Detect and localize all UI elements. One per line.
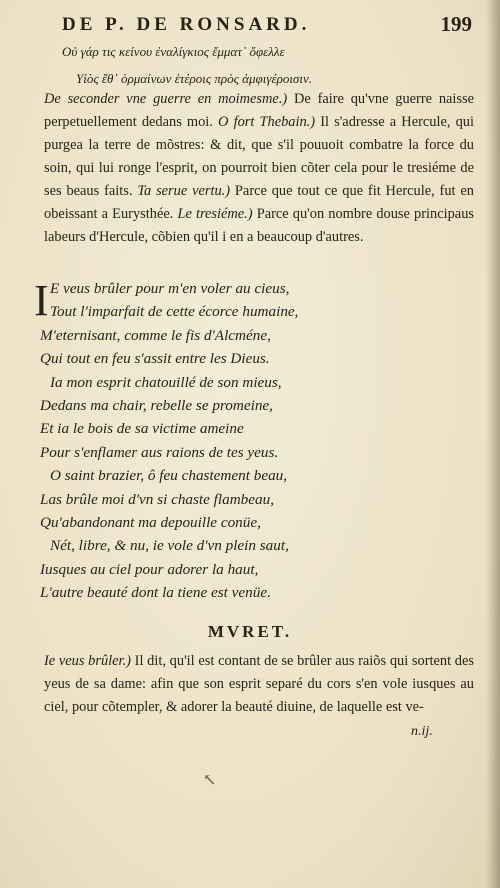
verse-line: M'eternisant, comme le fis d'Alcméne,: [40, 326, 271, 344]
verse-line: Pour s'enflamer aus raions de tes yeus.: [40, 443, 279, 461]
running-head: DE P. DE RONSARD.: [62, 14, 311, 35]
verse-line: L'autre beauté dont la tiene est venüe.: [40, 584, 271, 602]
verse-line: Tout l'imparfait de cette écorce humaine,: [50, 303, 299, 321]
section-title: MVRET.: [207, 622, 293, 641]
commentary-paragraph: [44, 650, 474, 719]
lemma: Le tresiéme.): [177, 206, 253, 222]
lemma: De seconder vne guerre en moimesme.): [44, 91, 288, 107]
verse-line: Las brûle moi d'vn si chaste flambeau,: [40, 490, 274, 508]
lemma: Ie veus brûler.): [44, 653, 131, 669]
lemma: Ta serue vertu.): [137, 183, 231, 199]
sonnet: [34, 276, 380, 604]
commentary-paragraph: [44, 88, 474, 249]
verse-line: Iusques au ciel pour adorer la haut,: [40, 560, 259, 578]
verse-line: O saint brazier, ô feu chastement beau,: [50, 467, 288, 485]
verse-line: E veus brûler pour m'en voler au cieus,: [50, 280, 290, 297]
page-edge-shadow: [486, 0, 500, 888]
gloss-text: Parce que tout ce que fit Hercule, fut en obeissant a Eurysthée.: [44, 183, 474, 222]
verse-line: Nét, libre, & nu, ie vole d'vn plein saut,: [50, 537, 289, 555]
verse-line: Et ia le bois de sa victime ameine: [40, 420, 244, 438]
signature-mark: n.ij.: [411, 724, 433, 739]
verse-line: Qu'abandonant ma depouille conüe,: [40, 513, 261, 531]
verse-line: Qui tout en feu s'assit entre les Dieus.: [40, 350, 270, 368]
stray-ink-mark: ↖: [203, 772, 217, 789]
page-header: [62, 14, 474, 40]
lemma: O fort Thebain.): [218, 114, 316, 130]
greek-verse-line: Υἱὸς ἔθ᾽ ὁρμαίνων ἑτέροις πρὸς ἀμφιγέροισιν.: [76, 71, 312, 86]
drop-cap: I: [34, 276, 49, 325]
gloss-text: De faire qu'vne guerre naisse perpetuellement dedans moi.: [44, 91, 474, 130]
page-number: 199: [440, 12, 472, 36]
verse-line: Dedans ma chair, rebelle se promeine,: [40, 396, 273, 414]
gloss-text: Parce qu'on nombre douse principaus labeurs d'Hercule, cõbien qu'il i en a beaucoup d'autres.: [44, 206, 474, 245]
verse-line: Ia mon esprit chatouillé de son mieus,: [50, 373, 282, 391]
gloss-text: Il s'adresse a Hercule, qui purgea la terre de mõstres: & dit, que s'il pouuoit combatre la force du soin, qui lui ronge l'esprit, on pourroit bien cõter cela pour le tresiéme de ses beaus faits.: [44, 114, 474, 199]
greek-verse-line: Οὐ γάρ τις κείνου ἐναλίγκιος ἔμματ᾽ ὄφελλε: [62, 44, 285, 59]
gloss-text: Il dit, qu'il est contant de se brûler aus raiõs qui sortent des yeus de sa dame: afin que son esprit separé du cors s'en vole iusques au ciel, pour cõtempler, & adorer la beauté diuine, de laquelle est ve-: [44, 653, 474, 715]
